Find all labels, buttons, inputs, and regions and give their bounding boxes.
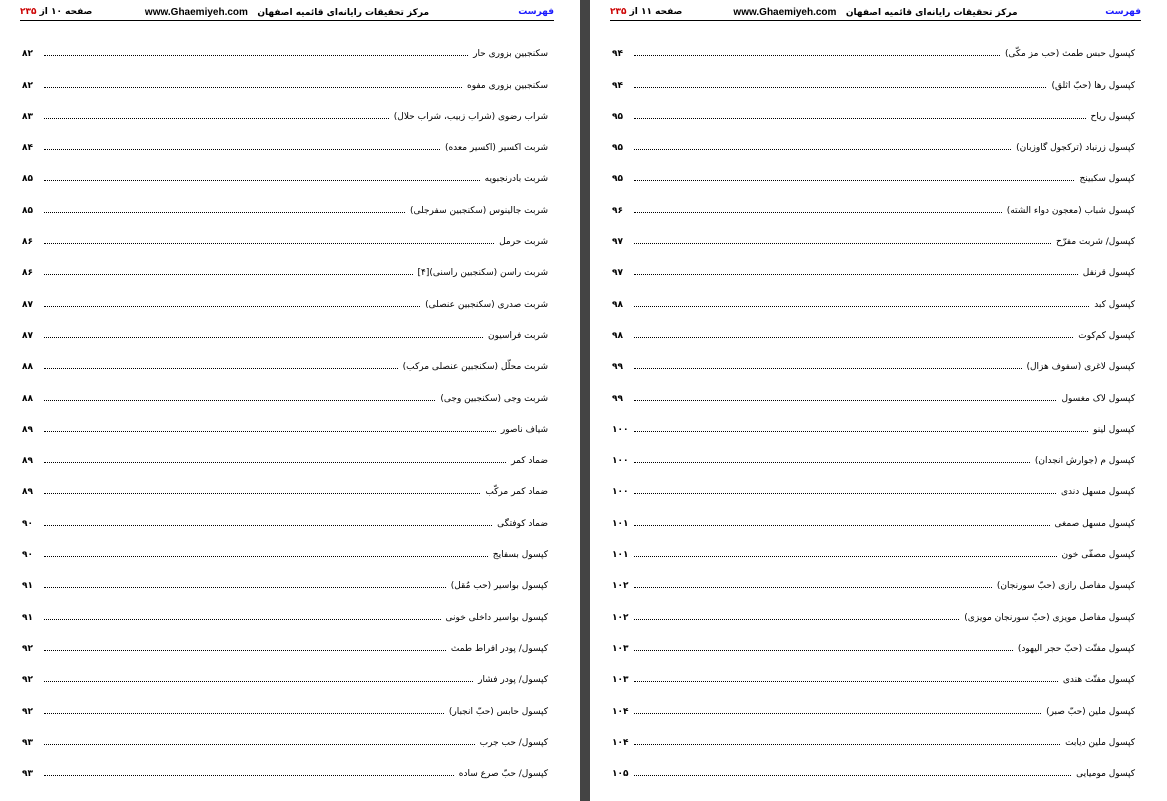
dot-leader bbox=[44, 87, 462, 88]
toc-entry-title[interactable]: شربت صدری (سکنجبین عنصلی) bbox=[425, 299, 548, 310]
toc-entry-title[interactable]: کپسول لاغری (سفوف هزال) bbox=[1026, 362, 1135, 373]
dot-leader bbox=[44, 149, 440, 150]
toc-entry-title[interactable]: کپسول حابس (حبّ انجبار) bbox=[448, 706, 548, 717]
toc-entry-page-number: ۸۳ bbox=[22, 111, 33, 122]
toc-entry[interactable] bbox=[612, 654, 1135, 685]
dot-leader bbox=[44, 274, 413, 275]
toc-entry-page-number: ۱۰۳ bbox=[612, 643, 629, 654]
dot-leader bbox=[44, 462, 506, 463]
dot-leader bbox=[634, 744, 1060, 745]
toc-entry-page-number: ۹۵ bbox=[612, 111, 623, 122]
toc-entry[interactable] bbox=[612, 91, 1135, 122]
toc-entry-title[interactable]: کپسول/ پودر افراط طمث bbox=[450, 643, 548, 654]
toc-entry-page-number: ۹۸ bbox=[612, 299, 623, 310]
toc-entry-page-number: ۱۰۴ bbox=[612, 706, 629, 717]
dot-leader bbox=[44, 212, 405, 213]
document-page-left bbox=[0, 0, 580, 801]
toc-entry-title[interactable]: کپسول لاک مغسول bbox=[1061, 393, 1135, 404]
toc-entry-page-number: ۸۹ bbox=[22, 487, 33, 498]
toc-entry-page-number: ۹۴ bbox=[612, 49, 623, 60]
toc-entry[interactable] bbox=[22, 435, 548, 466]
toc-entry-title[interactable]: شراب رضوی (شراب زبیب، شراب حلال) bbox=[393, 111, 548, 122]
toc-entry-page-number: ۸۸ bbox=[22, 362, 33, 373]
toc-entry-page-number: ۹۹ bbox=[612, 393, 623, 404]
dot-leader bbox=[44, 619, 441, 620]
toc-entry-title[interactable]: کپسول سکبینج bbox=[1079, 174, 1135, 185]
toc-entry-title[interactable]: شربت محلّل (سکنجبین عنصلی مرکب) bbox=[402, 362, 548, 373]
toc-entry-title[interactable]: کپسول کم‌کوت bbox=[1078, 330, 1135, 341]
toc-entry-title[interactable]: کپسول مفاصل رازی (حبّ سورنجان) bbox=[996, 581, 1135, 592]
toc-entry[interactable] bbox=[22, 278, 548, 309]
toc-entry-title[interactable]: شیاف ناصور bbox=[500, 424, 548, 435]
toc-entry[interactable] bbox=[612, 560, 1135, 591]
dot-leader bbox=[44, 744, 475, 745]
dot-leader bbox=[634, 775, 1071, 776]
header-title bbox=[20, 7, 554, 18]
toc-entry-page-number: ۹۱ bbox=[22, 612, 33, 623]
dot-leader bbox=[634, 243, 1051, 244]
toc-entry[interactable] bbox=[22, 404, 548, 435]
toc-entry-page-number: ۹۵ bbox=[612, 174, 623, 185]
toc-entry[interactable] bbox=[22, 717, 548, 748]
dot-leader bbox=[44, 681, 473, 682]
toc-entry[interactable] bbox=[612, 497, 1135, 528]
toc-entry-title[interactable]: کپسول مصفّی خون bbox=[1061, 550, 1135, 561]
toc-entry-title[interactable]: کپسول مفاصل مویزی (حبّ سورنجان مویزی) bbox=[964, 612, 1135, 623]
toc-entry[interactable] bbox=[22, 466, 548, 497]
dot-leader bbox=[44, 525, 492, 526]
toc-entry-page-number: ۸۴ bbox=[22, 143, 33, 154]
dot-leader bbox=[44, 493, 480, 494]
toc-entry[interactable] bbox=[22, 497, 548, 528]
toc-entry-page-number: ۱۰۱ bbox=[612, 518, 629, 529]
dot-leader bbox=[44, 180, 480, 181]
toc-entry[interactable] bbox=[612, 247, 1135, 278]
toc-entry-page-number: ۹۰ bbox=[22, 518, 33, 529]
page-number-prefix: صفحه ۱۰ از bbox=[39, 7, 93, 17]
toc-entry-title[interactable]: کپسول م (جوارش انجدان) bbox=[1034, 456, 1135, 467]
toc-entry[interactable] bbox=[612, 466, 1135, 497]
toc-entry-page-number: ۱۰۵ bbox=[612, 769, 629, 780]
toc-entry[interactable] bbox=[612, 685, 1135, 716]
toc-entry-page-number: ۹۲ bbox=[22, 706, 33, 717]
toc-entry[interactable] bbox=[612, 184, 1135, 215]
toc-entry[interactable] bbox=[22, 247, 548, 278]
dot-leader bbox=[44, 400, 435, 401]
toc-entry[interactable] bbox=[612, 28, 1135, 59]
toc-entry[interactable] bbox=[612, 435, 1135, 466]
toc-entry-page-number: ۹۸ bbox=[612, 330, 623, 341]
dot-leader bbox=[44, 368, 398, 369]
toc-entry-title[interactable]: کپسول ملین دیابت bbox=[1065, 737, 1135, 748]
page-number bbox=[610, 7, 682, 17]
header-center-text: مرکز تحقیقات رایانه‌ای قائمیه اصفهان bbox=[257, 8, 430, 18]
toc-entry-title[interactable]: سکنجبین بزوری مفوه bbox=[467, 80, 548, 91]
toc-entry[interactable] bbox=[612, 591, 1135, 622]
toc-entry[interactable] bbox=[612, 341, 1135, 372]
dot-leader bbox=[634, 619, 959, 620]
toc-entry[interactable] bbox=[22, 28, 548, 59]
toc-list-left bbox=[22, 28, 548, 779]
page-number bbox=[20, 7, 92, 17]
dot-leader bbox=[634, 713, 1041, 714]
dot-leader bbox=[634, 149, 1011, 150]
toc-entry-page-number: ۹۴ bbox=[612, 80, 623, 91]
toc-entry-title[interactable]: کپسول ریاح bbox=[1090, 111, 1135, 122]
dot-leader bbox=[634, 306, 1089, 307]
dot-leader bbox=[44, 55, 468, 56]
dot-leader bbox=[44, 431, 496, 432]
toc-entry-title[interactable]: کپسول شباب (معجون دواء الشته) bbox=[1006, 205, 1135, 216]
dot-leader bbox=[634, 525, 1050, 526]
toc-entry[interactable] bbox=[22, 184, 548, 215]
toc-entry-page-number: ۹۳ bbox=[22, 769, 33, 780]
toc-entry-title[interactable]: شربت جالینوس (سکنجبین سفرجلی) bbox=[410, 205, 548, 216]
toc-entry-title[interactable]: کپسول/ حب جرب bbox=[479, 737, 548, 748]
dot-leader bbox=[634, 587, 992, 588]
toc-entry-title[interactable]: کپسول کبد bbox=[1094, 299, 1135, 310]
toc-entry-page-number: ۸۹ bbox=[22, 456, 33, 467]
toc-entry-page-number: ۱۰۰ bbox=[612, 487, 629, 498]
toc-entry-title[interactable]: شربت فراسیون bbox=[488, 330, 548, 341]
toc-entry[interactable] bbox=[612, 278, 1135, 309]
dot-leader bbox=[634, 400, 1056, 401]
dot-leader bbox=[634, 212, 1002, 213]
toc-entry-page-number: ۱۰۳ bbox=[612, 675, 629, 686]
dot-leader bbox=[44, 337, 483, 338]
dot-leader bbox=[634, 118, 1086, 119]
toc-entry[interactable] bbox=[22, 372, 548, 403]
toc-entry[interactable] bbox=[22, 560, 548, 591]
dot-leader bbox=[634, 180, 1074, 181]
dot-leader bbox=[634, 337, 1073, 338]
toc-entry-title[interactable]: کپسول مسهل صمغی bbox=[1054, 518, 1135, 529]
toc-entry[interactable] bbox=[22, 310, 548, 341]
toc-entry[interactable] bbox=[22, 216, 548, 247]
toc-entry-title[interactable]: ضماد کمر bbox=[511, 456, 548, 467]
toc-entry-page-number: ۸۹ bbox=[22, 424, 33, 435]
dot-leader bbox=[634, 274, 1078, 275]
toc-entry-page-number: ۸۵ bbox=[22, 205, 33, 216]
toc-entry[interactable] bbox=[612, 529, 1135, 560]
toc-entry-page-number: ۸۲ bbox=[22, 80, 33, 91]
dot-leader bbox=[634, 493, 1056, 494]
toc-entry-title[interactable]: شربت راسن (سکنجبین راسنی)[۴] bbox=[417, 268, 548, 279]
toc-entry-page-number: ۸۵ bbox=[22, 174, 33, 185]
toc-entry[interactable] bbox=[612, 623, 1135, 654]
toc-list-right bbox=[612, 28, 1135, 779]
dot-leader bbox=[44, 556, 488, 557]
toc-entry[interactable] bbox=[22, 685, 548, 716]
toc-entry[interactable] bbox=[612, 372, 1135, 403]
toc-link[interactable]: فهرست bbox=[518, 7, 554, 17]
dot-leader bbox=[634, 681, 1058, 682]
toc-entry-page-number: ۹۷ bbox=[612, 237, 623, 248]
toc-entry-page-number: ۱۰۰ bbox=[612, 424, 629, 435]
toc-entry-page-number: ۹۶ bbox=[612, 205, 623, 216]
toc-entry-page-number: ۸۷ bbox=[22, 299, 33, 310]
page-gutter bbox=[580, 0, 590, 801]
dot-leader bbox=[634, 462, 1030, 463]
toc-entry[interactable] bbox=[22, 59, 548, 90]
toc-entry-page-number: ۱۰۰ bbox=[612, 456, 629, 467]
toc-entry-page-number: ۸۶ bbox=[22, 268, 33, 279]
dot-leader bbox=[44, 713, 444, 714]
dot-leader bbox=[44, 243, 494, 244]
toc-entry-title[interactable]: کپسول مفتّت هندی bbox=[1062, 675, 1135, 686]
toc-entry[interactable] bbox=[22, 153, 548, 184]
toc-entry-title[interactable]: کپسول لینو bbox=[1093, 424, 1135, 435]
document-page-right bbox=[590, 0, 1167, 801]
toc-entry[interactable] bbox=[22, 748, 548, 779]
toc-entry-title[interactable]: کپسول زرنباد (ترکجول گاوزبان) bbox=[1016, 143, 1135, 154]
header-site: www.Ghaemiyeh.com bbox=[144, 7, 248, 18]
toc-entry-title[interactable]: ضماد کمر مرکّب bbox=[485, 487, 548, 498]
toc-entry-page-number: ۱۰۲ bbox=[612, 612, 629, 623]
toc-entry[interactable] bbox=[22, 122, 548, 153]
dot-leader bbox=[634, 368, 1022, 369]
toc-entry[interactable] bbox=[612, 216, 1135, 247]
toc-entry-page-number: ۹۵ bbox=[612, 143, 623, 154]
toc-entry-title[interactable]: کپسول مفتّت (حبّ حجر الیهود) bbox=[1017, 643, 1135, 654]
toc-entry-title[interactable]: شربت بادرنجبویه bbox=[484, 174, 548, 185]
toc-entry-title[interactable]: کپسول/ شربت مفرّح bbox=[1056, 237, 1135, 248]
toc-entry-page-number: ۱۰۱ bbox=[612, 550, 629, 561]
toc-entry[interactable] bbox=[22, 591, 548, 622]
toc-entry-title[interactable]: کپسول ملین (حبّ صبر) bbox=[1046, 706, 1135, 717]
toc-entry[interactable] bbox=[612, 153, 1135, 184]
toc-entry-page-number: ۸۶ bbox=[22, 237, 33, 248]
toc-entry[interactable] bbox=[612, 310, 1135, 341]
toc-link[interactable]: فهرست bbox=[1105, 7, 1141, 17]
toc-entry-page-number: ۹۰ bbox=[22, 550, 33, 561]
toc-entry-title[interactable]: کپسول مومیایی bbox=[1076, 769, 1135, 780]
toc-entry[interactable] bbox=[612, 717, 1135, 748]
toc-entry[interactable] bbox=[22, 654, 548, 685]
toc-entry-title[interactable]: کپسول حبس طمث (حب مز مکّی) bbox=[1005, 49, 1135, 60]
dot-leader bbox=[634, 87, 1046, 88]
dot-leader bbox=[44, 587, 446, 588]
toc-entry-page-number: ۱۰۴ bbox=[612, 737, 629, 748]
toc-entry-title[interactable]: شربت وجی (سکنجبین وجی) bbox=[440, 393, 548, 404]
page-number-prefix: صفحه ۱۱ از bbox=[629, 7, 683, 17]
toc-entry-page-number: ۸۷ bbox=[22, 330, 33, 341]
dot-leader bbox=[44, 118, 389, 119]
toc-entry-page-number: ۹۳ bbox=[22, 737, 33, 748]
toc-entry-title[interactable]: شربت اکسیر (اکسیر معده) bbox=[444, 143, 548, 154]
toc-entry-title[interactable]: سکنجبین بزوری حار bbox=[473, 49, 548, 60]
dot-leader bbox=[634, 556, 1057, 557]
toc-entry[interactable] bbox=[612, 122, 1135, 153]
dot-leader bbox=[44, 306, 420, 307]
toc-entry-title[interactable]: کپسول/ حبّ صرع ساده bbox=[458, 769, 548, 780]
toc-entry-page-number: ۹۷ bbox=[612, 268, 623, 279]
header-site: www.Ghaemiyeh.com bbox=[733, 7, 837, 18]
toc-entry-page-number: ۱۰۲ bbox=[612, 581, 629, 592]
toc-entry-title[interactable]: کپسول/ پودر فشار bbox=[478, 675, 548, 686]
page-number-total: ۲۳۵ bbox=[20, 7, 37, 17]
toc-entry-title[interactable]: کپسول بواسیر داخلی خونی bbox=[445, 612, 548, 623]
page-header bbox=[610, 6, 1141, 21]
dot-leader bbox=[44, 650, 446, 651]
toc-entry-page-number: ۹۲ bbox=[22, 643, 33, 654]
toc-entry-title[interactable]: کپسول بواسیر (حب مُقل) bbox=[450, 581, 548, 592]
toc-entry-page-number: ۹۲ bbox=[22, 675, 33, 686]
toc-entry-title[interactable]: ضماد کوفتگی bbox=[497, 518, 548, 529]
toc-entry[interactable] bbox=[22, 529, 548, 560]
toc-entry-page-number: ۹۱ bbox=[22, 581, 33, 592]
toc-entry-title[interactable]: کپسول رها (حبّ اثلق) bbox=[1051, 80, 1135, 91]
toc-entry[interactable] bbox=[22, 623, 548, 654]
dot-leader bbox=[634, 55, 1000, 56]
toc-entry-page-number: ۹۹ bbox=[612, 362, 623, 373]
page-header bbox=[20, 6, 554, 21]
toc-entry-page-number: ۸۸ bbox=[22, 393, 33, 404]
toc-entry-title[interactable]: شربت حرمل bbox=[499, 237, 548, 248]
toc-entry[interactable] bbox=[612, 59, 1135, 90]
toc-entry-title[interactable]: کپسول قرنفل bbox=[1082, 268, 1135, 279]
dot-leader bbox=[44, 775, 454, 776]
toc-entry[interactable] bbox=[22, 341, 548, 372]
toc-entry-title[interactable]: کپسول بسفایج bbox=[492, 550, 548, 561]
page-number-total: ۲۳۵ bbox=[610, 7, 627, 17]
header-center-text: مرکز تحقیقات رایانه‌ای قائمیه اصفهان bbox=[845, 8, 1018, 18]
toc-entry[interactable] bbox=[612, 748, 1135, 779]
toc-entry[interactable] bbox=[612, 404, 1135, 435]
toc-entry-title[interactable]: کپسول مسهل دندی bbox=[1060, 487, 1135, 498]
dot-leader bbox=[634, 431, 1088, 432]
toc-entry-page-number: ۸۲ bbox=[22, 49, 33, 60]
dot-leader bbox=[634, 650, 1013, 651]
header-title bbox=[610, 7, 1141, 18]
toc-entry[interactable] bbox=[22, 91, 548, 122]
